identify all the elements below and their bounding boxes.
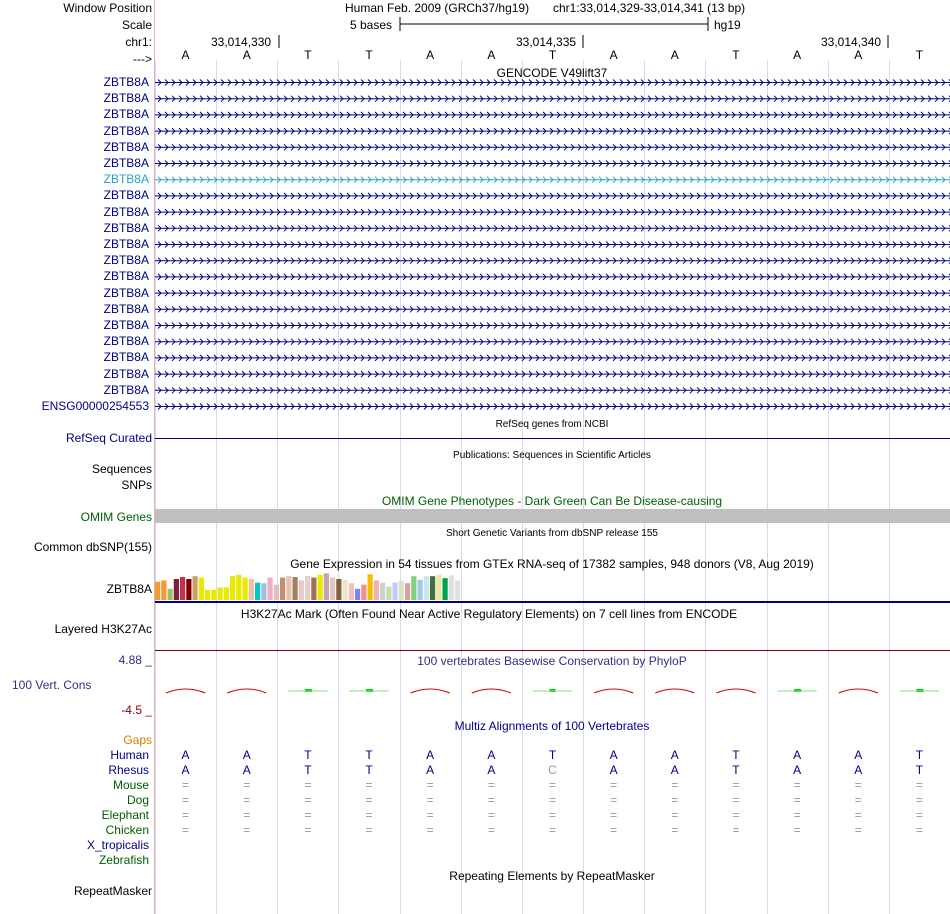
alignment-base: =	[365, 808, 373, 822]
alignment-base: T	[365, 763, 373, 777]
repeatmasker-title: Repeating Elements by RepeatMasker	[449, 869, 655, 883]
phylop-mark	[472, 689, 511, 693]
gencode-item-label[interactable]: ZBTB8A	[103, 301, 149, 316]
alignment-base: T	[304, 763, 312, 777]
phylop-mark	[839, 689, 878, 693]
alignment-base: T	[915, 763, 924, 777]
species-label[interactable]: Dog	[126, 793, 149, 807]
gencode-item-label[interactable]: ZBTB8A	[103, 172, 149, 187]
alignment-base: =	[426, 793, 434, 807]
gencode-item-label[interactable]: ZBTB8A	[103, 220, 149, 235]
alignment-base: =	[365, 823, 373, 837]
gencode-item-label[interactable]: ZBTB8A	[103, 366, 149, 381]
alignment-base: =	[793, 823, 801, 837]
alignment-base: =	[610, 793, 618, 807]
alignment-base: =	[487, 793, 495, 807]
phylop-min-label: -4.5 _	[121, 703, 152, 717]
gencode-title: GENCODE V49lift37	[496, 66, 608, 80]
scale-text: 5 bases	[350, 18, 393, 32]
base-letter: A	[854, 48, 863, 62]
alignment-base: =	[426, 823, 434, 837]
alignment-base: A	[242, 748, 251, 762]
alignment-base: A	[854, 763, 863, 777]
alignment-base: =	[854, 778, 862, 792]
alignment-base: =	[548, 793, 557, 807]
alignment-base: A	[854, 748, 863, 762]
chrom-label: chr1:	[125, 35, 152, 49]
gencode-item-label[interactable]: ENSG00000254553	[41, 399, 149, 413]
repeatmasker-label[interactable]: RepeatMasker	[73, 884, 152, 898]
alignment-base: =	[487, 823, 495, 837]
alignment-base: =	[243, 823, 251, 837]
window-position-label: Window Position	[63, 1, 152, 15]
phylop-mark	[166, 689, 205, 693]
publications-label-snps[interactable]: SNPs	[121, 478, 152, 492]
alignment-base: =	[915, 808, 923, 822]
alignment-base: =	[915, 793, 923, 807]
gencode-item-label[interactable]: ZBTB8A	[103, 107, 149, 122]
gencode-item-label[interactable]: ZBTB8A	[103, 204, 149, 219]
base-letter: A	[793, 48, 802, 62]
alignment-base: C	[548, 763, 557, 777]
alignment-base: =	[487, 808, 495, 822]
alignment-base: A	[609, 763, 618, 777]
refseq-label[interactable]: RefSeq Curated	[65, 431, 152, 445]
alignment-base: T	[732, 748, 740, 762]
alignment-base: A	[670, 763, 679, 777]
alignment-base: =	[793, 793, 801, 807]
alignment-base: =	[182, 823, 190, 837]
phylop-mark	[227, 689, 266, 693]
phylop-max-label: 4.88 _	[118, 653, 152, 667]
gencode-item-label[interactable]: ZBTB8A	[103, 350, 149, 365]
alignment-base: A	[242, 763, 251, 777]
scale-label: Scale	[121, 18, 152, 32]
species-label[interactable]: Zebrafish	[98, 853, 149, 867]
gtex-title: Gene Expression in 54 tissues from GTEx RNA-seq of 17382 samples, 948 donors (V8, Aug 2019)	[290, 557, 814, 571]
phylop-mark	[411, 689, 450, 693]
alignment-base: =	[365, 778, 373, 792]
alignment-base: A	[426, 763, 435, 777]
gencode-item-label[interactable]: ZBTB8A	[103, 91, 149, 106]
base-letter: A	[609, 48, 618, 62]
gencode-item-label[interactable]: ZBTB8A	[103, 123, 149, 138]
species-label[interactable]: Rhesus	[108, 763, 149, 777]
alignment-base: T	[365, 748, 373, 762]
alignment-base: T	[304, 748, 312, 762]
alignment-base: =	[304, 823, 312, 837]
species-label[interactable]: X_tropicalis	[86, 838, 149, 852]
alignment-base: =	[304, 808, 312, 822]
alignment-base: =	[732, 808, 740, 822]
phylop-wiggle[interactable]	[155, 0, 950, 700]
alignment-base: =	[548, 808, 557, 822]
h3k27ac-title: H3K27Ac Mark (Often Found Near Active Regulatory Elements) on 7 cell lines from ENCODE	[240, 607, 738, 621]
alignment-base: =	[610, 778, 618, 792]
gencode-item-label[interactable]: ZBTB8A	[103, 269, 149, 284]
coord-tick-3: 33,014,340	[821, 35, 882, 49]
base-letter: A	[242, 48, 251, 62]
alignment-base: =	[610, 808, 618, 822]
alignment-base: A	[793, 748, 802, 762]
alignment-base: =	[732, 823, 740, 837]
alignment-base: =	[182, 793, 190, 807]
strand-label: --->	[133, 52, 152, 66]
alignment-base: =	[243, 808, 251, 822]
phylop-mark	[716, 689, 755, 693]
alignment-base: =	[304, 793, 312, 807]
dbsnp-title: Short Genetic Variants from dbSNP release 155	[446, 528, 658, 539]
base-letter: T	[732, 48, 740, 62]
refseq-title: RefSeq genes from NCBI	[495, 419, 609, 430]
alignment-base: =	[732, 793, 740, 807]
alignment-base: =	[793, 778, 801, 792]
alignment-base: =	[487, 778, 495, 792]
base-letter: A	[181, 48, 190, 62]
species-label[interactable]: Human	[110, 748, 149, 762]
alignment-base: =	[548, 778, 557, 792]
assembly-name: Human Feb. 2009 (GRCh37/hg19)	[345, 1, 530, 15]
alignment-base: A	[609, 748, 618, 762]
alignment-base: =	[548, 823, 557, 837]
alignment-base: =	[182, 808, 190, 822]
alignment-base: A	[181, 748, 190, 762]
alignment-base: =	[243, 778, 251, 792]
alignment-base: T	[915, 748, 924, 762]
publications-title: Publications: Sequences in Scientific Articles	[453, 450, 651, 461]
base-letter: T	[915, 48, 924, 62]
alignment-base: A	[487, 763, 496, 777]
track-labels	[0, 0, 155, 914]
base-letter: A	[487, 48, 496, 62]
alignment-base: =	[854, 793, 862, 807]
gencode-item-label[interactable]: ZBTB8A	[103, 237, 149, 251]
alignment-base: =	[304, 778, 312, 792]
alignment-base: A	[487, 748, 496, 762]
publications-label-sequences[interactable]: Sequences	[91, 462, 152, 476]
alignment-base: A	[793, 763, 802, 777]
alignment-base: T	[548, 748, 557, 762]
alignment-base: =	[671, 823, 679, 837]
base-letter: A	[426, 48, 435, 62]
gencode-item-label[interactable]: ZBTB8A	[103, 318, 149, 332]
gencode-item-label[interactable]: ZBTB8A	[103, 253, 149, 268]
coord-tick-2: 33,014,335	[516, 35, 577, 49]
omim-title: OMIM Gene Phenotypes - Dark Green Can Be Disease-causing	[381, 494, 723, 508]
alignment-base: =	[854, 823, 862, 837]
species-label[interactable]: Chicken	[105, 823, 149, 837]
db-name: hg19	[714, 18, 741, 32]
phylop-mark	[594, 689, 633, 693]
base-letter: T	[304, 48, 312, 62]
gencode-item-label[interactable]: ZBTB8A	[103, 285, 149, 300]
gencode-item-label[interactable]: ZBTB8A	[103, 188, 149, 203]
h3k27ac-label[interactable]: Layered H3K27Ac	[54, 622, 152, 636]
coord-tick-1: 33,014,330	[211, 35, 272, 49]
alignment-base: =	[671, 778, 679, 792]
dbsnp-label[interactable]: Common dbSNP(155)	[33, 540, 152, 554]
phylop-mark	[655, 689, 694, 693]
base-letter: A	[670, 48, 679, 62]
gaps-label[interactable]: Gaps	[123, 733, 152, 747]
position-readout: chr1:33,014,329-33,014,341 (13 bp)	[553, 1, 746, 15]
base-letter: T	[548, 48, 557, 62]
alignment-base: =	[426, 778, 434, 792]
alignment-base: A	[426, 748, 435, 762]
alignment-base: A	[181, 763, 190, 777]
alignment-base: T	[732, 763, 740, 777]
species-label[interactable]: Mouse	[112, 778, 149, 792]
alignment-base: =	[854, 808, 862, 822]
base-letter: T	[365, 48, 373, 62]
alignment-base: =	[243, 793, 251, 807]
multiz-title: Multiz Alignments of 100 Vertebrates	[454, 719, 650, 733]
gencode-item-label[interactable]: ZBTB8A	[103, 75, 149, 89]
alignment-base: =	[732, 778, 740, 792]
phylop-title: 100 vertebrates Basewise Conservation by PhyloP	[417, 654, 687, 668]
alignment-base: =	[671, 808, 679, 822]
gencode-item-label[interactable]: ZBTB8A	[103, 334, 149, 349]
alignment-base: =	[915, 778, 923, 792]
phylop-label[interactable]: 100 Vert. Cons	[12, 678, 92, 692]
alignment-base: A	[670, 748, 679, 762]
gencode-item-label[interactable]: ZBTB8A	[103, 382, 149, 397]
alignment-base: =	[915, 823, 923, 837]
alignment-base: =	[182, 778, 190, 792]
gtex-label[interactable]: ZBTB8A	[106, 582, 152, 596]
omim-label[interactable]: OMIM Genes	[80, 510, 152, 524]
species-label[interactable]: Elephant	[101, 808, 149, 822]
track-area[interactable]	[155, 0, 950, 914]
alignment-base: =	[671, 793, 679, 807]
alignment-base: =	[426, 808, 434, 822]
gencode-item-label[interactable]: ZBTB8A	[103, 156, 149, 170]
gencode-item-label[interactable]: ZBTB8A	[103, 139, 149, 154]
alignment-base: =	[365, 793, 373, 807]
alignment-base: =	[793, 808, 801, 822]
alignment-base: =	[610, 823, 618, 837]
